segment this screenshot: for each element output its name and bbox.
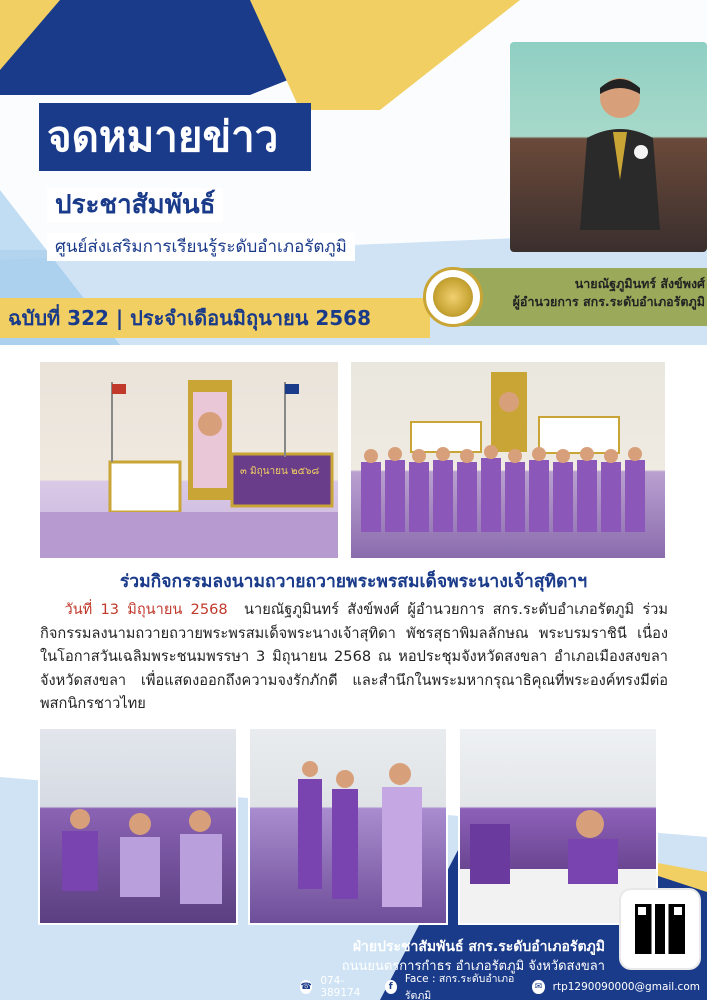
event-photo-queue (248, 727, 448, 925)
footer-department: ฝ่ายประชาสัมพันธ์ สกร.ระดับอำเภอรัตภูมิ (352, 939, 605, 955)
article-headline: ร่วมกิจกรรมลงนามถวายถวายพระพรสมเด็จพระนางเจ้าสุทิดาฯ (119, 572, 588, 592)
footer-phone[interactable]: 074-389174 (320, 975, 361, 999)
footer-address: ถนนยนตรการกำธร อำเภอรัตภูมิ จังหวัดสงขลา (341, 959, 605, 974)
issue-label: ฉบับที่ 322 | ประจำเดือนมิถุนายน 2568 (0, 298, 430, 338)
newsletter-title: จดหมายข่าว (39, 103, 311, 171)
newsletter-subtitle: ประชาสัมพันธ์ (47, 188, 223, 222)
footer-contacts (300, 973, 700, 1002)
footer-facebook[interactable]: Face : สกร.ระดับอำเภอรัตภูมิ (404, 973, 515, 1002)
phone-icon: ☎ (300, 982, 312, 992)
director-title: ผู้อำนวยการ สกร.ระดับอำเภอรัตภูมิ (512, 294, 705, 309)
event-photo-seated (38, 727, 238, 925)
photo-sign-date: ๓ มิถุนายน ๒๕๖๘ (240, 466, 320, 477)
group-photo-drawing (351, 362, 665, 558)
qr-code-icon (635, 904, 685, 954)
footer-email[interactable]: rtp1290090000@gmail.com (552, 981, 700, 993)
director-name: นายณัฐภูมินทร์ สังข์พงศ์ (574, 276, 705, 291)
event-photo-group (349, 360, 667, 560)
email-icon: ✉ (532, 980, 544, 994)
newsletter-header (0, 0, 707, 345)
qr-code[interactable] (621, 890, 699, 968)
portrait-stage-drawing (40, 362, 338, 558)
article-date: วันที่ 13 มิถุนายน 2568 (64, 601, 228, 618)
director-caption (490, 275, 705, 311)
office-seal-icon (423, 267, 483, 327)
event-photo-portrait-stage (38, 360, 340, 560)
article-body-text: นายณัฐภูมินทร์ สังข์พงศ์ ผู้อำนวยการ สกร.ระดับอำเภอรัตภูมิ ร่วมกิจกรรมลงนามถวายถวายพระพรสมเด็จพระนางเจ้าสุทิดา พัชรสุธาพิมลลักษณ พระบรมราชินี เนื่องในโอกาสวันเฉลิมพระชนมพรรษา 3 มิถุนายน 2568 ณ หอประชุมจังหวัดสงขลา อำเภอเมืองสงขลา จังหวัดสงขลา เพื่อแสดงออกถึงความจงรักภักดี และสำนึกในพระมหากรุณาธิคุณที่พระองค์ทรงมีต่อพสกนิกรชาวไทย (40, 601, 668, 713)
queue-photo-drawing (250, 729, 446, 923)
facebook-icon: f (385, 980, 397, 994)
director-figure (575, 70, 665, 230)
organization-name: ศูนย์ส่งเสริมการเรียนรู้ระดับอำเภอรัตภูมิ (47, 233, 355, 261)
seated-photo-drawing (40, 729, 236, 923)
article-body (40, 598, 668, 716)
